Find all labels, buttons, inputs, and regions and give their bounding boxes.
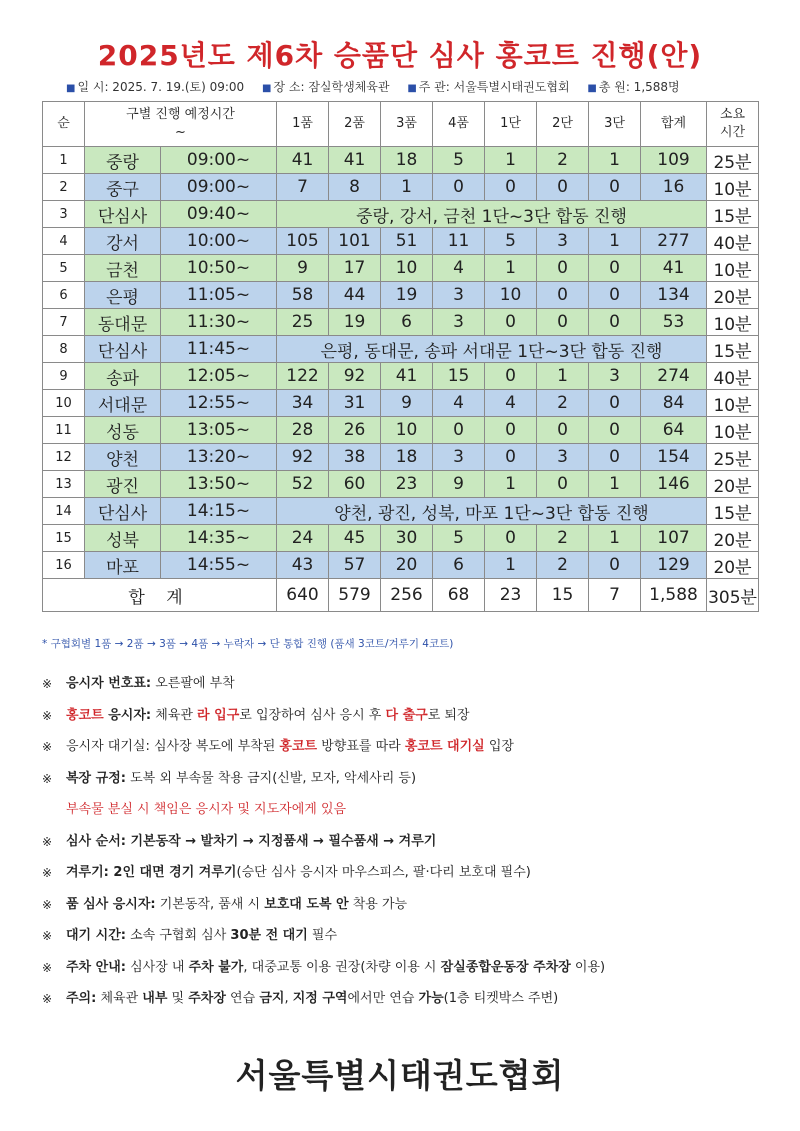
- row-p2: 8: [329, 174, 381, 201]
- row-number: 6: [43, 282, 85, 309]
- row-p1: 92: [277, 444, 329, 471]
- reference-mark-icon: ※: [42, 992, 53, 1006]
- row-p3: 20: [381, 552, 433, 579]
- note-highlight: 홍코트 대기실: [404, 739, 485, 754]
- row-district: 단심사: [85, 498, 161, 525]
- table-row: [43, 417, 759, 444]
- row-p1: 34: [277, 390, 329, 417]
- row-d2: 3: [537, 228, 589, 255]
- row-number: 14: [43, 498, 85, 525]
- reference-mark-icon: ※: [42, 866, 53, 880]
- row-time: 10:50~: [161, 255, 277, 282]
- row-time: 13:50~: [161, 471, 277, 498]
- note-text: 방향표를 따라: [317, 739, 405, 754]
- row-p4: 4: [433, 255, 485, 282]
- square-bullet-icon: ■: [407, 83, 417, 94]
- row-d1: 1: [485, 147, 537, 174]
- row-duration: 15분: [707, 201, 759, 228]
- total-label: 합 계: [43, 579, 277, 612]
- row-d3: 0: [589, 417, 641, 444]
- row-number: 7: [43, 309, 85, 336]
- row-p4: 15: [433, 363, 485, 390]
- note-bold: 30분 전 대기: [230, 928, 308, 943]
- row-sum: 107: [641, 525, 707, 552]
- note-number-tag: [42, 668, 772, 700]
- row-time: 09:00~: [161, 147, 277, 174]
- row-number: 13: [43, 471, 85, 498]
- row-d1: 4: [485, 390, 537, 417]
- association-footer: 서울특별시태권도협회: [235, 1056, 565, 1095]
- reference-mark-icon: ※: [42, 771, 53, 786]
- row-time: 14:55~: [161, 552, 277, 579]
- total-d1: 23: [485, 579, 537, 612]
- row-district: 강서: [85, 228, 161, 255]
- table-row: [43, 525, 759, 552]
- row-time: 09:00~: [161, 174, 277, 201]
- row-d2: 1: [537, 363, 589, 390]
- row-district: 중랑: [85, 147, 161, 174]
- row-sum: 277: [641, 228, 707, 255]
- row-time: 11:45~: [161, 336, 277, 363]
- header-no: 순: [43, 102, 85, 147]
- note-waiting-room: [42, 731, 772, 763]
- note-label: 주차 안내:: [66, 959, 126, 975]
- row-time: 11:30~: [161, 309, 277, 336]
- row-d3: 0: [589, 255, 641, 282]
- note-text: ,: [284, 991, 293, 1006]
- row-p4: 11: [433, 228, 485, 255]
- row-time: 09:40~: [161, 201, 277, 228]
- row-d3: 1: [589, 525, 641, 552]
- header-p4: 4품: [433, 102, 485, 147]
- note-text: 필수: [307, 928, 338, 943]
- row-time: 11:05~: [161, 282, 277, 309]
- row-p2: 45: [329, 525, 381, 552]
- note-text: 로 입장하여 심사 응시 후: [239, 707, 386, 723]
- row-d2: 0: [537, 282, 589, 309]
- row-p2: 41: [329, 147, 381, 174]
- note-text: 체육관: [151, 707, 198, 723]
- row-duration: 10분: [707, 390, 759, 417]
- table-header-row: [43, 102, 759, 147]
- row-p2: 57: [329, 552, 381, 579]
- note-text: 로 퇴장: [427, 707, 470, 723]
- row-p4: 3: [433, 309, 485, 336]
- row-d1: 0: [485, 444, 537, 471]
- row-d3: 0: [589, 444, 641, 471]
- note-text: 연습: [225, 991, 260, 1006]
- row-p1: 24: [277, 525, 329, 552]
- note-bold: 지정 구역: [292, 991, 348, 1006]
- note-hong-court-entry: [42, 700, 772, 732]
- header-district-time: [85, 102, 277, 147]
- row-duration: 10분: [707, 255, 759, 282]
- row-sum: 84: [641, 390, 707, 417]
- row-district: 중구: [85, 174, 161, 201]
- row-district: 마포: [85, 552, 161, 579]
- row-d3: 0: [589, 309, 641, 336]
- header-district-time-label: 구별 진행 예정시간: [126, 107, 235, 122]
- table-row: [43, 255, 759, 282]
- row-p2: 17: [329, 255, 381, 282]
- row-time: 12:55~: [161, 390, 277, 417]
- row-d1: 0: [485, 309, 537, 336]
- meta-date: 일 시: 2025. 7. 19.(토) 09:00: [77, 80, 245, 94]
- row-time: 13:05~: [161, 417, 277, 444]
- note-label: 응시자 번호표:: [66, 676, 152, 691]
- total-duration: 305분: [707, 579, 759, 612]
- row-district: 단심사: [85, 336, 161, 363]
- total-d2: 15: [537, 579, 589, 612]
- row-sum: 16: [641, 174, 707, 201]
- document-title: 2025년도 제6차 승품단 심사 홍코트 진행(안): [97, 39, 703, 72]
- row-p1: 28: [277, 417, 329, 444]
- total-sum: 1,588: [641, 579, 707, 612]
- note-text: 입장: [484, 739, 514, 754]
- row-p2: 38: [329, 444, 381, 471]
- row-sum: 146: [641, 471, 707, 498]
- row-d2: 0: [537, 174, 589, 201]
- reference-mark-icon: ※: [42, 740, 53, 754]
- row-p4: 3: [433, 444, 485, 471]
- row-p3: 9: [381, 390, 433, 417]
- row-time: 14:15~: [161, 498, 277, 525]
- note-highlight: 다 출구: [385, 707, 428, 723]
- row-number: 11: [43, 417, 85, 444]
- row-number: 4: [43, 228, 85, 255]
- row-time: 13:20~: [161, 444, 277, 471]
- row-p1: 122: [277, 363, 329, 390]
- note-poom-applicants: [42, 889, 772, 921]
- row-number: 8: [43, 336, 85, 363]
- note-highlight: 라 입구: [197, 707, 240, 723]
- square-bullet-icon: ■: [587, 83, 597, 94]
- row-p2: 60: [329, 471, 381, 498]
- schedule-table: [42, 101, 759, 612]
- row-p3: 1: [381, 174, 433, 201]
- row-number: 9: [43, 363, 85, 390]
- row-sum: 274: [641, 363, 707, 390]
- row-d3: 0: [589, 282, 641, 309]
- row-p4: 9: [433, 471, 485, 498]
- table-row: [43, 147, 759, 174]
- table-row: [43, 201, 759, 228]
- note-text: 오른팔에 부착: [151, 676, 235, 691]
- note-text: 소속 구협회 심사: [125, 928, 231, 943]
- note-bold: 가능: [418, 991, 444, 1006]
- row-duration: 10분: [707, 309, 759, 336]
- row-sum: 134: [641, 282, 707, 309]
- note-text: 이용): [570, 959, 606, 975]
- row-joint-note: 은평, 동대문, 송파 서대문 1단~3단 합동 진행: [277, 336, 707, 363]
- row-p3: 19: [381, 282, 433, 309]
- note-label: 대기 시간:: [66, 928, 126, 943]
- table-footnote: * 구협회별 1품 → 2품 → 3품 → 4품 → 누락자 → 단 통합 진행 (품새 3코트/겨루기 4코트): [42, 638, 454, 650]
- row-p3: 41: [381, 363, 433, 390]
- row-p4: 5: [433, 525, 485, 552]
- reference-mark-icon: ※: [42, 897, 53, 912]
- header-p3: 3품: [381, 102, 433, 147]
- reference-mark-icon: ※: [42, 960, 53, 975]
- row-d1: 1: [485, 471, 537, 498]
- row-p4: 0: [433, 174, 485, 201]
- row-d2: 0: [537, 417, 589, 444]
- row-d2: 0: [537, 471, 589, 498]
- note-text: 기본동작, 품새 시: [155, 896, 265, 912]
- row-district: 성북: [85, 525, 161, 552]
- event-meta: [66, 78, 694, 95]
- row-p2: 44: [329, 282, 381, 309]
- row-p1: 43: [277, 552, 329, 579]
- row-d2: 2: [537, 525, 589, 552]
- row-d3: 0: [589, 390, 641, 417]
- row-number: 15: [43, 525, 85, 552]
- row-d3: 1: [589, 471, 641, 498]
- row-d1: 0: [485, 417, 537, 444]
- row-sum: 109: [641, 147, 707, 174]
- header-d2: 2단: [537, 102, 589, 147]
- row-time: 12:05~: [161, 363, 277, 390]
- row-p1: 58: [277, 282, 329, 309]
- note-text: 에서만 연습: [347, 991, 419, 1006]
- row-p1: 9: [277, 255, 329, 282]
- header-d1: 1단: [485, 102, 537, 147]
- row-d2: 2: [537, 147, 589, 174]
- row-district: 성동: [85, 417, 161, 444]
- table-row: [43, 552, 759, 579]
- row-d1: 5: [485, 228, 537, 255]
- note-bold: 주차장: [188, 991, 226, 1006]
- row-p3: 6: [381, 309, 433, 336]
- reference-mark-icon: ※: [42, 929, 53, 943]
- row-p4: 5: [433, 147, 485, 174]
- row-d3: 1: [589, 228, 641, 255]
- note-text: 및: [167, 991, 189, 1006]
- row-d1: 0: [485, 174, 537, 201]
- row-d2: 2: [537, 390, 589, 417]
- row-sum: 41: [641, 255, 707, 282]
- note-dress-code: [42, 763, 772, 795]
- note-text: 응시자 대기실: 심사장 복도에 부착된: [66, 739, 280, 754]
- header-d3: 3단: [589, 102, 641, 147]
- row-duration: 10분: [707, 417, 759, 444]
- row-duration: 20분: [707, 471, 759, 498]
- header-duration-line1: 소요: [719, 107, 746, 122]
- meta-place: 장 소: 잠실학생체육관: [273, 80, 390, 94]
- row-joint-note: 양천, 광진, 성북, 마포 1단~3단 합동 진행: [277, 498, 707, 525]
- row-duration: 15분: [707, 498, 759, 525]
- note-label-red: 홍코트: [66, 707, 104, 723]
- row-district: 송파: [85, 363, 161, 390]
- row-number: 10: [43, 390, 85, 417]
- header-duration-line2: 시간: [719, 125, 746, 140]
- note-highlight: 홍코트: [279, 739, 318, 754]
- row-duration: 40분: [707, 363, 759, 390]
- row-sum: 53: [641, 309, 707, 336]
- total-p4: 68: [433, 579, 485, 612]
- row-p4: 6: [433, 552, 485, 579]
- row-duration: 25분: [707, 147, 759, 174]
- row-number: 3: [43, 201, 85, 228]
- note-warning-text: 부속물 분실 시 책임은 응시자 및 지도자에게 있음: [66, 802, 347, 817]
- note-bold: 내부: [142, 991, 168, 1006]
- total-row: [43, 579, 759, 612]
- reference-mark-icon: ※: [42, 677, 53, 691]
- square-bullet-icon: ■: [262, 83, 272, 94]
- row-p4: 4: [433, 390, 485, 417]
- note-text: (1층 티켓박스 주변): [443, 991, 559, 1006]
- total-d3: 7: [589, 579, 641, 612]
- row-district: 동대문: [85, 309, 161, 336]
- table-row: [43, 309, 759, 336]
- row-d1: 1: [485, 255, 537, 282]
- note-bold: 보호대 도복 안: [264, 896, 349, 912]
- table-row: [43, 444, 759, 471]
- row-time: 10:00~: [161, 228, 277, 255]
- meta-host: 주 관: 서울특별시태권도협회: [418, 80, 570, 94]
- row-d2: 0: [537, 309, 589, 336]
- row-duration: 20분: [707, 282, 759, 309]
- row-district: 단심사: [85, 201, 161, 228]
- note-text: , 대중교통 이용 권장(차량 이용 시: [243, 959, 441, 975]
- row-number: 5: [43, 255, 85, 282]
- row-p3: 30: [381, 525, 433, 552]
- row-district: 금천: [85, 255, 161, 282]
- table-row: [43, 174, 759, 201]
- row-p3: 10: [381, 417, 433, 444]
- note-bold: 잠실종합운동장 주차장: [440, 959, 571, 975]
- reference-mark-icon: ※: [42, 708, 53, 723]
- total-p1: 640: [277, 579, 329, 612]
- row-d1: 1: [485, 552, 537, 579]
- row-p3: 23: [381, 471, 433, 498]
- square-bullet-icon: ■: [66, 83, 76, 94]
- row-number: 2: [43, 174, 85, 201]
- row-duration: 15분: [707, 336, 759, 363]
- note-text: 심사 순서: 기본동작 → 발차기 → 지정품새 → 필수품새 → 겨루기: [66, 833, 437, 849]
- row-d1: 10: [485, 282, 537, 309]
- row-p2: 31: [329, 390, 381, 417]
- row-d1: 0: [485, 363, 537, 390]
- row-district: 서대문: [85, 390, 161, 417]
- row-p2: 26: [329, 417, 381, 444]
- row-duration: 20분: [707, 525, 759, 552]
- table-row: [43, 390, 759, 417]
- note-text: 도복 외 부속물 착용 금지(신발, 모자, 악세사리 등): [125, 770, 417, 786]
- note-text: (승단 심사 응시자 마우스피스, 팔·다리 보호대 필수): [236, 865, 531, 880]
- row-sum: 154: [641, 444, 707, 471]
- row-duration: 20분: [707, 552, 759, 579]
- row-p3: 18: [381, 147, 433, 174]
- row-d2: 0: [537, 255, 589, 282]
- row-d2: 3: [537, 444, 589, 471]
- total-p3: 256: [381, 579, 433, 612]
- row-time: 14:35~: [161, 525, 277, 552]
- table-row: [43, 336, 759, 363]
- row-district: 광진: [85, 471, 161, 498]
- row-d3: 0: [589, 552, 641, 579]
- row-sum: 129: [641, 552, 707, 579]
- table-row: [43, 498, 759, 525]
- reference-mark-icon: ※: [42, 834, 53, 849]
- row-duration: 10분: [707, 174, 759, 201]
- note-exam-order: [42, 826, 772, 858]
- row-p1: 105: [277, 228, 329, 255]
- row-p4: 3: [433, 282, 485, 309]
- row-d2: 2: [537, 552, 589, 579]
- table-row: [43, 363, 759, 390]
- row-p3: 10: [381, 255, 433, 282]
- row-duration: 40분: [707, 228, 759, 255]
- row-number: 1: [43, 147, 85, 174]
- row-d3: 1: [589, 147, 641, 174]
- row-p2: 92: [329, 363, 381, 390]
- note-bold: 금지: [259, 991, 285, 1006]
- notes-list: [42, 668, 772, 1015]
- total-p2: 579: [329, 579, 381, 612]
- note-label: 겨루기: 2인 대면 경기 겨루기: [66, 865, 237, 880]
- note-dress-code-warning: [42, 794, 772, 826]
- row-duration: 25분: [707, 444, 759, 471]
- note-label: 응시자:: [103, 707, 152, 723]
- row-p1: 7: [277, 174, 329, 201]
- note-sparring: [42, 857, 772, 889]
- note-text: 심사장 내: [125, 959, 189, 975]
- note-text: 체육관: [96, 991, 143, 1006]
- meta-total: 총 원: 1,588명: [598, 80, 680, 94]
- row-p2: 19: [329, 309, 381, 336]
- note-text: 착용 가능: [348, 896, 408, 912]
- row-joint-note: 중랑, 강서, 금천 1단~3단 합동 진행: [277, 201, 707, 228]
- row-district: 은평: [85, 282, 161, 309]
- table-row: [43, 471, 759, 498]
- row-p3: 18: [381, 444, 433, 471]
- row-p1: 41: [277, 147, 329, 174]
- row-d3: 3: [589, 363, 641, 390]
- header-p1: 1품: [277, 102, 329, 147]
- row-p1: 52: [277, 471, 329, 498]
- row-p2: 101: [329, 228, 381, 255]
- note-bold: 주차 불가: [188, 959, 244, 975]
- row-sum: 64: [641, 417, 707, 444]
- note-parking: [42, 952, 772, 984]
- row-p4: 0: [433, 417, 485, 444]
- table-row: [43, 282, 759, 309]
- row-p1: 25: [277, 309, 329, 336]
- header-sum: 합계: [641, 102, 707, 147]
- table-row: [43, 228, 759, 255]
- row-number: 12: [43, 444, 85, 471]
- header-duration: [707, 102, 759, 147]
- note-label: 주의:: [66, 991, 97, 1006]
- note-caution: [42, 983, 772, 1015]
- row-d1: 0: [485, 525, 537, 552]
- row-district: 양천: [85, 444, 161, 471]
- note-label: 품 심사 응시자:: [66, 896, 156, 912]
- row-p3: 51: [381, 228, 433, 255]
- row-number: 16: [43, 552, 85, 579]
- note-waiting-time: [42, 920, 772, 952]
- note-label: 복장 규정:: [66, 770, 126, 786]
- row-d3: 0: [589, 174, 641, 201]
- header-tilde: ~: [175, 125, 186, 140]
- header-p2: 2품: [329, 102, 381, 147]
